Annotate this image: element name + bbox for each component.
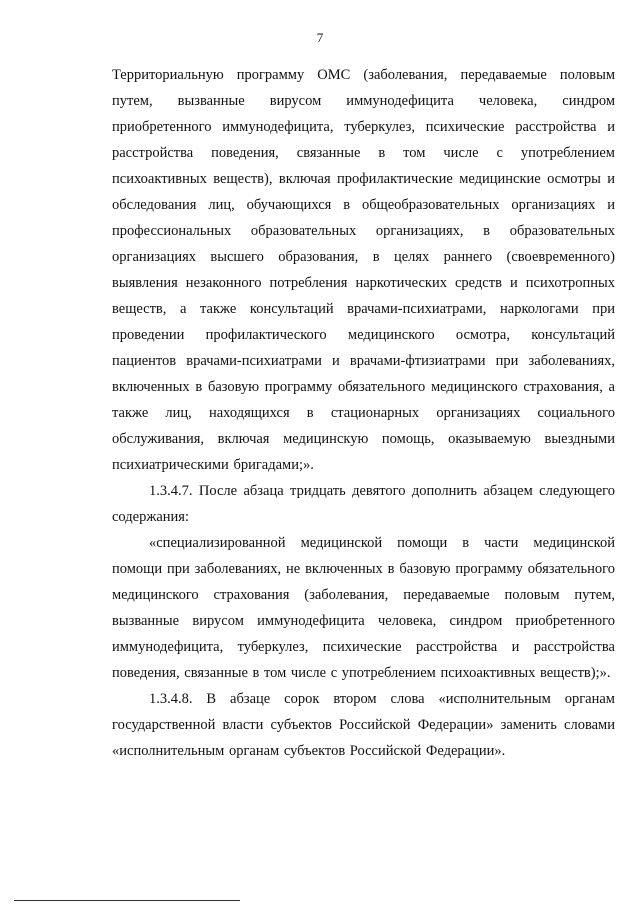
footnote-divider [14, 900, 240, 901]
page-number: 7 [316, 30, 324, 45]
document-body [112, 62, 615, 764]
paragraph-continuation: Территориальную программу ОМС (заболевания, передаваемые половым путем, вызванные вирусом иммунодефицита человека, синдром приобретенного иммунодефицита, туберкулез, психические расстройства и расстройства поведения, связанные в том числе с употреблением психоактивных веществ), включая профилактические медицинские осмотры и обследования лиц, обучающихся в общеобразовательных организациях и профессиональных образовательных организациях, в образовательных организациях высшего образования, в целях раннего (своевременного) выявления незаконного потребления наркотических средств и психотропных веществ, а также консультаций врачами-психиатрами, наркологами при проведении профилактического медицинского осмотра, консультаций пациентов врачами-психиатрами и врачами-фтизиатрами при заболеваниях, включенных в базовую программу обязательного медицинского страхования, а также лиц, находящихся в стационарных организациях социального обслуживания, включая медицинскую помощь, оказываемую выездными психиатрическими бригадами;». [112, 67, 615, 473]
paragraph-1-3-4-8: 1.3.4.8. В абзаце сорок втором слова «исполнительным органам государственной власти субъектов Российской Федерации» заменить словами «исполнительным органам субъектов Российской Федерации». [112, 691, 615, 759]
paragraph-quoted-insert: «специализированной медицинской помощи в части медицинской помощи при заболеваниях, не включенных в базовую программу обязательного медицинского страхования (заболевания, передаваемые половым путем, вызванные вирусом иммунодефицита человека, синдром приобретенного иммунодефицита, туберкулез, психические расстройства и расстройства поведения, связанные в том числе с употреблением психоактивных веществ);». [112, 535, 615, 681]
paragraph-1-3-4-7: 1.3.4.7. После абзаца тридцать девятого дополнить абзацем следующего содержания: [112, 483, 615, 525]
